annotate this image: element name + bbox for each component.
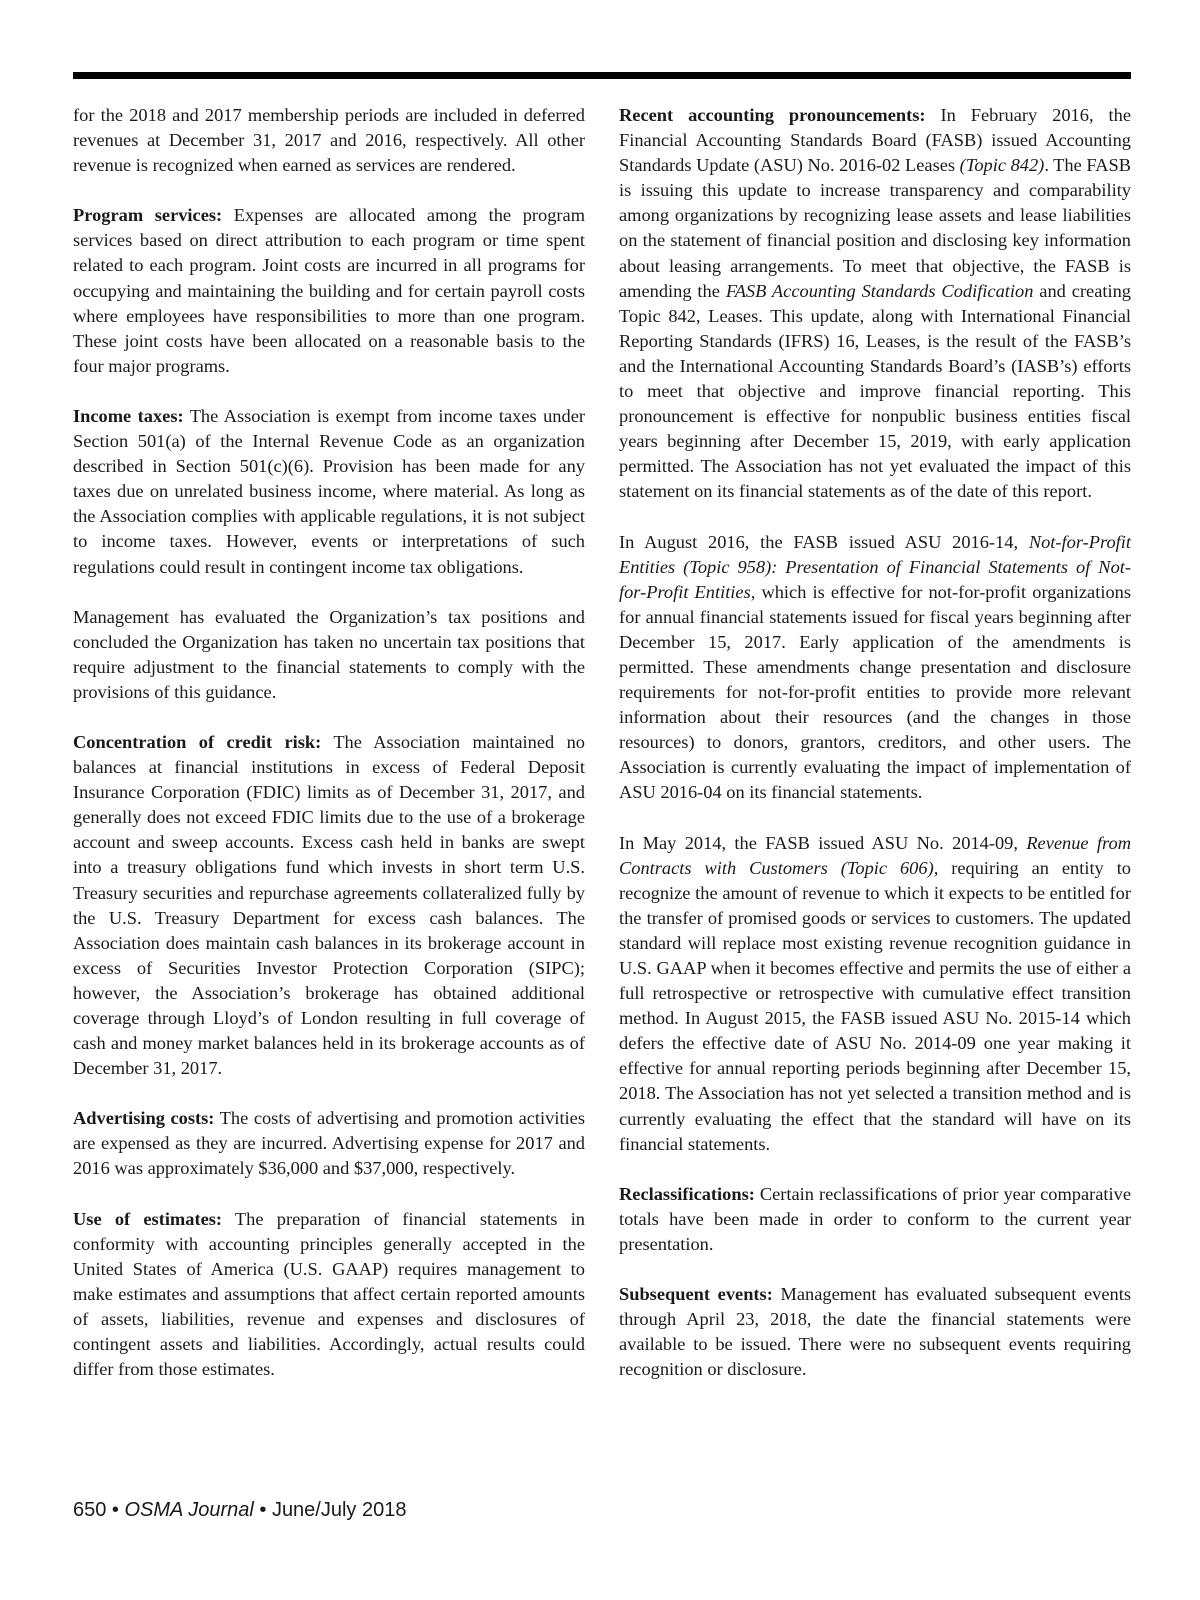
paragraph-program-services: Program services: Expenses are allocated among the program services based on direct attribution to each program or time spent related to each program. Joint costs are incurred in all programs for occupying and maintaining the building and for certain payroll costs where employees have responsibilities to more than one program. These joint costs have been allocated on a reasonable basis to the four major programs. [73,205,586,376]
right-column [619,103,1131,1407]
heading-income-taxes: Income taxes: [73,405,184,426]
heading-use-of-estimates: Use of estimates: [73,1208,223,1229]
journal-title: OSMA Journal [124,1499,254,1521]
heading-advertising-costs: Advertising costs: [73,1108,215,1129]
paragraph-reclassifications: Reclassifications: Certain reclassifications of prior year comparative totals have been made in order to conform to the current year presentation. [619,1183,1131,1254]
heading-recent-pronouncements: Recent accounting pronouncements: [619,105,926,125]
paragraph-asu-2016-14: In August 2016, the FASB issued ASU 2016-14, Not-for-Profit Entities (Topic 958): Presentation of Financial Statements of Not-for-Profit Entities, which is effective for not-for-profit organizations for annual financial statements issued for fiscal years beginning after December 15, 2017. Early application of the amendments is permitted. These amendments change presentation and disclosure requirements for not-for-profit entities to provide more relevant information about their resources (and the changes in those resources) to donors, grantors, creditors, and other users. The Association is currently evaluating the impact of implementation of ASU 2016-04 on its financial statements. [619,531,1131,803]
heading-reclassifications: Reclassifications: [619,1183,755,1204]
paragraph-management-tax-positions: Management has evaluated the Organization’s tax positions and concluded the Organization has taken no uncertain tax positions that require adjustment to the financial statements to comply with the provisions of this guidance. [73,606,585,702]
top-rule [73,72,1131,79]
left-column [73,103,585,1407]
paragraph-credit-risk: Concentration of credit risk: The Association maintained no balances at financial institutions in excess of Federal Deposit Insurance Corporation (FDIC) limits as of December 31, 2017, and generally does not exceed FDIC limits due to the use of a brokerage account and sweep accounts. Excess cash held in banks are swept into a treasury obligations fund which invests in short term U.S. Treasury securities and repurchase agreements collateralized fully by the U.S. Treasury Department for excess cash balances. The Association does maintain cash balances in its brokerage account in excess of Securities Investor Protection Corporation (SIPC); however, the Association’s brokerage has obtained additional coverage through Lloyd’s of London resulting in full coverage of cash and money market balances held in its brokerage accounts as of December 31, 2017. [73,731,585,1079]
paragraph-advertising-costs: Advertising costs: The costs of advertising and promotion activities are expensed as they are incurred. Advertising expense for 2017 and 2016 was approximately $36,000 and $37,000, respectively. [73,1108,585,1179]
heading-credit-risk: Concentration of credit risk: [73,731,322,752]
page-footer [73,1499,406,1522]
paragraph-use-of-estimates: Use of estimates: The preparation of financial statements in conformity with accounting principles generally accepted in the United States of America (U.S. GAAP) requires management to make estimates and assumptions that affect certain reported amounts of assets, liabilities, revenue and expenses and disclosures of contingent assets and liabilities. Accordingly, actual results could differ from those estimates. [73,1208,585,1380]
paragraph-deferred-revenue: for the 2018 and 2017 membership periods are included in deferred revenues at December 31, 2017 and 2016, respectively. All other revenue is recognized when earned as services are rendered. [73,105,585,176]
heading-subsequent-events: Subsequent events: [619,1284,773,1305]
issue-date: June/July 2018 [271,1499,407,1521]
footer-separator-1: • [106,1499,125,1521]
paragraph-asu-2014-09: In May 2014, the FASB issued ASU No. 2014-09, Revenue from Contracts with Customers (Topic 606), requiring an entity to recognize the amount of revenue to which it expects to be entitled for the transfer of promised goods or services to customers. The updated standard will replace most existing revenue recognition guidance in U.S. GAAP when it becomes effective and permits the use of either a full retrospective or retrospective with cumulative effect transition method. In August 2015, the FASB issued ASU No. 2015-14 which defers the effective date of ASU No. 2014-09 one year making it effective for annual reporting periods beginning after December 15, 2018. The Association has not yet selected a transition method and is currently evaluating the effect that the standard will have on its financial statements. [619,832,1131,1154]
paragraph-income-taxes: Income taxes: The Association is exempt from income taxes under Section 501(a) of the Internal Revenue Code as an organization described in Section 501(c)(6). Provision has been made for any taxes due on unrelated business income, where material. As long as the Association complies with applicable regulations, it is not subject to income taxes. However, events or interpretations of such regulations could result in contingent income tax obligations. [73,405,585,577]
heading-program-services: Program services: [73,205,223,226]
paragraph-subsequent-events: Subsequent events: Management has evaluated subsequent events through April 23, 2018, the date the financial statements were available to be issued. There were no subsequent events requiring recognition or disclosure. [619,1284,1131,1380]
paragraph-recent-pronouncements: Recent accounting pronouncements: In February 2016, the Financial Accounting Standards Board (FASB) issued Accounting Standards Update (ASU) No. 2016-02 Leases (Topic 842). The FASB is issuing this update to increase transparency and comparability among organizations by recognizing lease assets and lease liabilities on the statement of financial position and disclosing key information about leasing arrangements. To meet that objective, the FASB is amending the FASB Accounting Standards Codification and creating Topic 842, Leases. This update, along with International Financial Reporting Standards (IFRS) 16, Leases, is the result of the FASB’s and the International Accounting Standards Board’s (IASB’s) efforts to meet that objective and improve financial reporting. This pronouncement is effective for nonpublic business entities fiscal years beginning after December 15, 2019, with early application permitted. The Association has not yet evaluated the impact of this statement on its financial statements as of the date of this report. [619,105,1132,502]
page-number: 650 [73,1499,107,1521]
footer-separator-2: • [253,1499,272,1521]
